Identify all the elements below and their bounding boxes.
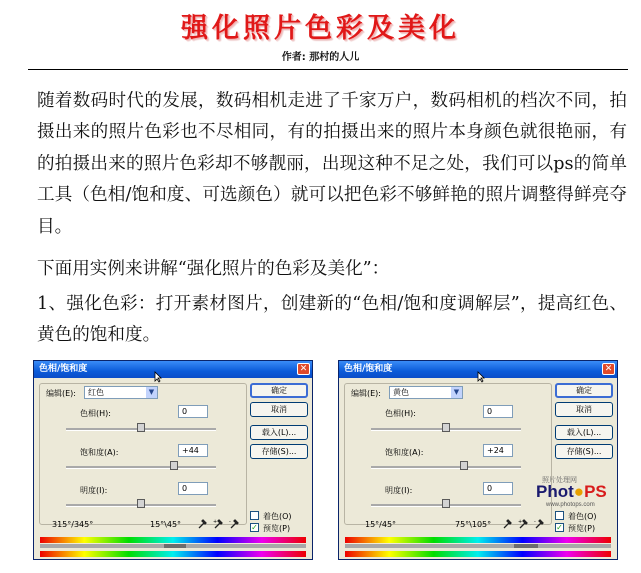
range-adjust-bar [345,544,611,548]
range-left-readout: 315°/345° [52,520,94,529]
colorize-label: 着色(O) [263,512,292,521]
saturation-label: 饱和度(A): [385,448,424,457]
page-title: 强化照片色彩及美化 [181,13,460,44]
hue-input[interactable]: 0 [178,405,208,418]
edit-select[interactable] [389,386,463,399]
eyedropper-minus-icon[interactable] [229,518,240,530]
dialog-title-bar: 色相/饱和度 [34,361,312,378]
eyedropper-plus-icon[interactable] [213,518,224,530]
close-icon[interactable]: ✕ [297,363,310,375]
saturation-input[interactable]: +44 [178,444,208,457]
saturation-slider-thumb[interactable] [170,461,178,470]
mouse-cursor-icon [477,371,486,383]
output-color-spectrum [345,551,611,557]
preview-checkbox[interactable]: ✓ [251,523,258,532]
eyedropper-plus-icon[interactable] [518,518,529,530]
author-line: 作者: 那村的人儿 [281,52,360,63]
range-block[interactable] [164,544,186,548]
lightness-input[interactable]: 0 [178,482,208,495]
mouse-cursor-icon [154,371,163,383]
lightness-slider-thumb[interactable] [137,499,145,508]
range-right-readout: 15°\45° [150,520,182,529]
colorize-label: 着色(O) [568,512,597,521]
svg-text:+: + [518,519,523,525]
saturation-slider-track [66,466,216,469]
hue-label: 色相(H): [80,409,111,418]
close-icon[interactable]: ✕ [602,363,615,375]
example-paragraph: 下面用实例来讲解“强化照片的色彩及美化”： [37,259,390,279]
saturation-input[interactable]: +24 [483,444,513,457]
lightness-input[interactable]: 0 [483,482,513,495]
range-block[interactable] [514,544,538,548]
cancel-button[interactable]: 取消 [555,402,613,417]
preview-checkbox[interactable]: ✓ [556,523,563,532]
output-color-spectrum [40,551,306,557]
input-color-spectrum [40,537,306,543]
svg-text:-: - [534,519,536,525]
edit-select[interactable] [84,386,158,399]
edit-select-value: 红色 [88,388,104,397]
settings-group [344,383,552,525]
lightness-label: 明度(I): [385,486,413,495]
eyedropper-icon[interactable] [502,518,513,530]
hue-saturation-dialog-yellow [338,360,618,560]
dialog-title-bar: 色相/饱和度 [339,361,617,378]
range-left-readout: 15°/45° [365,520,397,529]
preview-label: 预览(P) [263,524,291,533]
chevron-down-icon: ▼ [451,387,462,398]
cancel-button[interactable]: 取消 [250,402,308,417]
save-button[interactable]: 存储(S)... [250,444,308,459]
step-one-paragraph: 1、强化色彩：打开素材图片，创建新的“色相/饱和度调解层”，提高红色、黄色的饱和度。 [37,294,627,346]
settings-group [39,383,247,525]
edit-label: 编辑(E): [351,389,381,398]
intro-paragraph: 随着数码时代的发展，数码相机走进了千家万户，数码相机的档次不同，拍摄出来的照片色彩也不尽相同，有的拍摄出来的照片本身颜色就很艳丽，有的拍摄出来的照片色彩却不够靓丽，出现这种不足之处，我们可以ps的简单工具（色相/饱和度、可选颜色）就可以把色彩不够鲜艳的照片调整得鲜亮夺目。 [37,91,627,237]
saturation-slider-track [371,466,521,469]
preview-label: 预览(P) [568,524,596,533]
eyedropper-minus-icon[interactable] [534,518,545,530]
title-divider [28,69,628,70]
hue-label: 色相(H): [385,409,416,418]
saturation-label: 饱和度(A): [80,448,119,457]
input-color-spectrum [345,537,611,543]
range-right-readout: 75°\105° [455,520,492,529]
save-button[interactable]: 存储(S)... [555,444,613,459]
colorize-checkbox[interactable] [555,511,564,520]
edit-select-value: 黄色 [393,388,409,397]
logo-url: www.photops.com [546,502,595,508]
lightness-label: 明度(I): [80,486,108,495]
svg-text:+: + [213,519,218,525]
ok-button[interactable]: 确定 [250,383,308,398]
svg-text:-: - [229,519,231,525]
load-button[interactable]: 载入(L)... [555,425,613,440]
eyedropper-icon[interactable] [197,518,208,530]
hue-slider-thumb[interactable] [442,423,450,432]
logo-word-left: Phot [536,482,574,501]
logo-site-name: 照片处理网 [542,477,577,484]
edit-label: 编辑(E): [46,389,76,398]
colorize-checkbox[interactable] [250,511,259,520]
load-button[interactable]: 载入(L)... [250,425,308,440]
chevron-down-icon: ▼ [146,387,157,398]
hue-slider-thumb[interactable] [137,423,145,432]
lightness-slider-thumb[interactable] [442,499,450,508]
logo-wordmark: Phot●PS [536,482,607,501]
hue-saturation-dialog-red [33,360,313,560]
saturation-slider-thumb[interactable] [460,461,468,470]
hue-input[interactable]: 0 [483,405,513,418]
ok-button[interactable]: 确定 [555,383,613,398]
logo-word-right: PS [584,482,607,501]
